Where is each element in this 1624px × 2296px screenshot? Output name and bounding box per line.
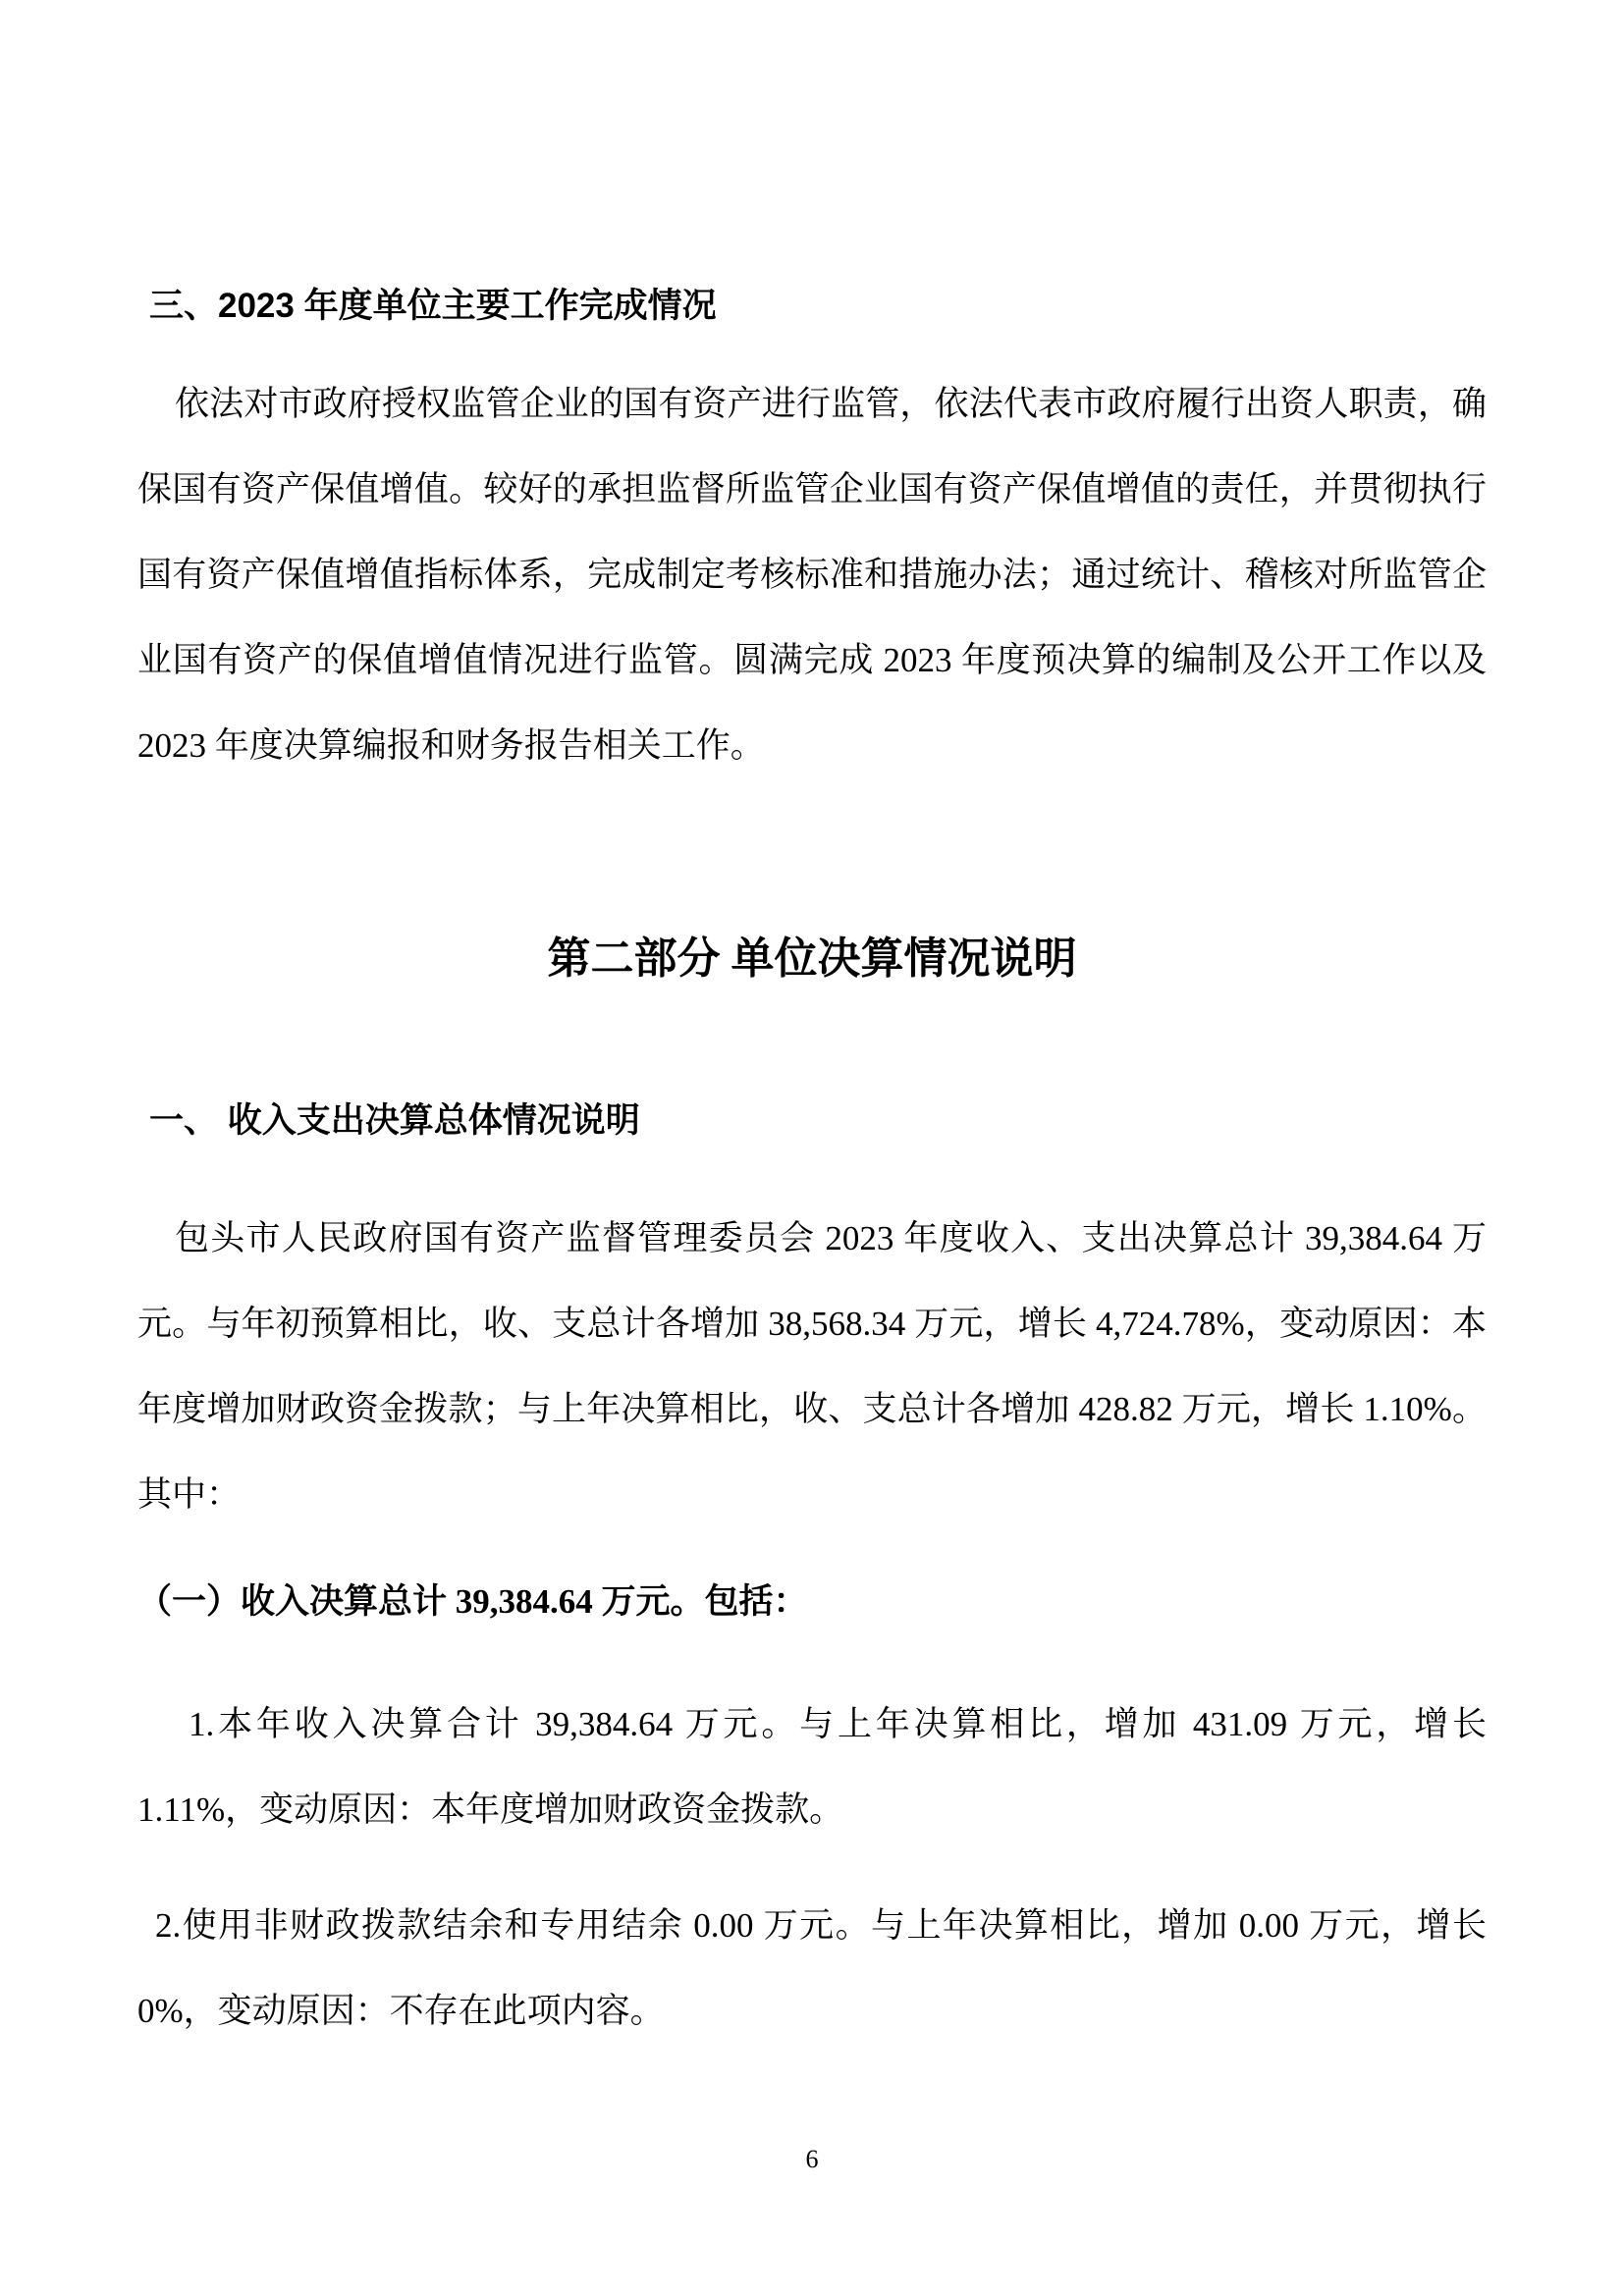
- section-heading-income-expenditure-overview: 一、 收入支出决算总体情况说明: [149, 1101, 640, 1140]
- subsection-heading-income-total: （一）收入决算总计 39,384.64 万元。包括：: [137, 1582, 808, 1621]
- work-completion-paragraph: 依法对市政府授权监管企业的国有资产进行监管，依法代表市政府履行出资人职责，确保国有资产保值增值。较好的承担监督所监管企业国有资产保值增值的责任，并贯彻执行国有资产保值增值指标体系，完成制定考核标准和措施办法；通过统计、稽核对所监管企业国有资产的保值增值情况进行监管。圆满完成 2023 年度预决算的编制及公开工作以及 2023 年度决算编报和财务报告相关工作。: [137, 385, 1487, 765]
- income-item-2: 2.使用非财政拨款结余和专用结余 0.00 万元。与上年决算相比，增加 0.00 万元，增长 0%，变动原因：不存在此项内容。: [137, 1906, 1487, 2030]
- part-two-title: 第二部分 单位决算情况说明: [547, 934, 1077, 983]
- income-expenditure-overview-paragraph: 包头市人民政府国有资产监督管理委员会 2023 年度收入、支出决算总计 39,384.64 万元。与年初预算相比，收、支总计各增加 38,568.34 万元，增长 4,724.78%，变动原因：本年度增加财政资金拨款；与上年决算相比，收、支总计各增加 428.82 万元，增长 1.10%。其中：: [137, 1219, 1487, 1514]
- page-number: 6: [805, 2145, 819, 2173]
- section-heading-work-completion: 三、2023 年度单位主要工作完成情况: [149, 287, 717, 325]
- income-item-1: 1.本年收入决算合计 39,384.64 万元。与上年决算相比，增加 431.09 万元，增长 1.11%，变动原因：本年度增加财政资金拨款。: [137, 1705, 1487, 1829]
